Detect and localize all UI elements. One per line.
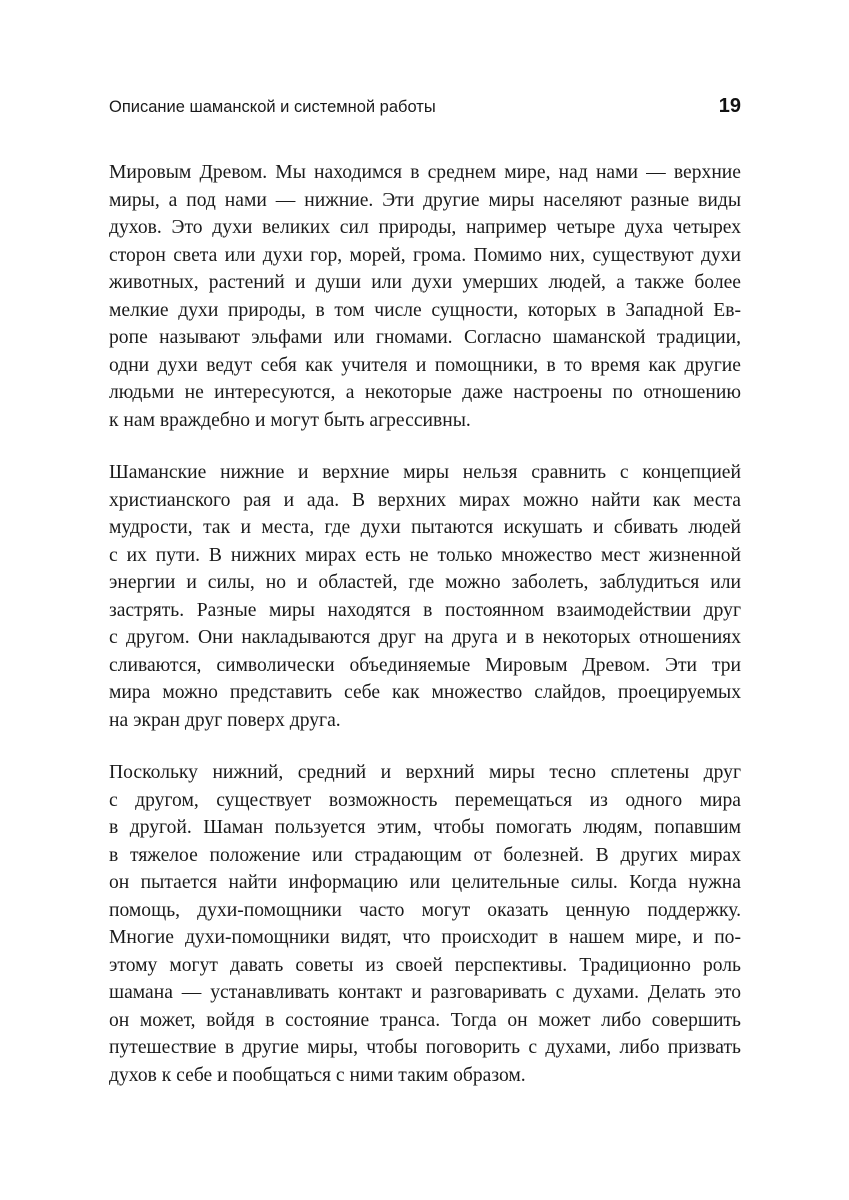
text-line: шамана — устанавливать контакт и разговаривать с духами. Делать это	[109, 982, 741, 1003]
text-line: Поскольку нижний, средний и верхний миры тесно сплетены друг	[109, 762, 741, 783]
text-line: одни духи ведут себя как учителя и помощники, в то время как другие	[109, 354, 741, 376]
text-line: животных, растений и души или духи умерших людей, а также более	[109, 272, 741, 293]
text-line: миры, а под нами — нижние. Эти другие миры населяют разные виды	[109, 189, 741, 211]
text-line: в тяжелое положение или страдающим от болезней. В других мирах	[109, 844, 741, 866]
text-line: Шаманские нижние и верхние миры нельзя сравнить с концепцией	[109, 462, 741, 483]
text-line: христианского рая и ада. В верхних мирах можно найти как места	[109, 489, 741, 511]
text-line: энергии и силы, но и областей, где можно заболеть, заблудиться или	[109, 572, 741, 593]
text-line: сторон света или духи гор, морей, грома. Помимо них, существуют духи	[109, 244, 741, 266]
text-line: мира можно представить себе как множество слайдов, проецируемых	[109, 682, 741, 703]
text-line: на экран друг поверх друга.	[109, 709, 341, 731]
running-title: Описание шаманской и системной работы	[109, 98, 436, 116]
text-line: в другой. Шаман пользуется этим, чтобы помогать людям, попавшим	[109, 817, 741, 838]
paragraph-1	[109, 159, 741, 434]
text-line: духов. Это духи великих сил природы, например четыре духа четырех	[109, 217, 741, 238]
text-line: мелкие духи природы, в том числе сущности, которых в Западной Ев-	[109, 299, 741, 321]
body-text	[109, 159, 741, 1114]
text-line: мудрости, так и места, где духи пытаются искушать и сбивать людей	[109, 517, 741, 538]
text-line: этому могут давать советы из своей перспективы. Традиционно роль	[109, 954, 741, 976]
text-line: застрять. Разные миры находятся в постоянном взаимодействии друг	[109, 599, 741, 621]
text-line: путешествие в другие миры, чтобы поговорить с духами, либо призвать	[109, 1037, 741, 1058]
text-line: сливаются, символически объединяемые Мировым Древом. Эти три	[109, 654, 741, 676]
text-line: людьми не интересуются, а некоторые даже настроены по отношению	[109, 382, 741, 403]
text-line: он может, войдя в состояние транса. Тогда он может либо совершить	[109, 1009, 741, 1031]
text-line: ропе называют эльфами или гномами. Согласно шаманской традиции,	[109, 327, 741, 348]
text-line: с другом. Они накладываются друг на друга и в некоторых отношениях	[109, 627, 741, 648]
paragraph-3	[109, 759, 741, 1089]
text-line: с другом, существует возможность перемещаться из одного мира	[109, 789, 741, 811]
text-line: духов к себе и пообщаться с ними таким образом.	[109, 1064, 526, 1086]
text-line: Мировым Древом. Мы находимся в среднем мире, над нами — верхние	[109, 162, 741, 183]
text-line: помощь, духи-помощники часто могут оказать ценную поддержку.	[109, 899, 741, 921]
text-line: Многие духи-помощники видят, что происходит в нашем мире, и по-	[109, 927, 741, 948]
page-number: 19	[718, 95, 741, 117]
running-header	[109, 96, 741, 118]
text-line: к нам враждебно и могут быть агрессивны.	[109, 409, 471, 431]
text-line: он пытается найти информацию или целительные силы. Когда нужна	[109, 872, 741, 893]
text-line: с их пути. В нижних мирах есть не только множество мест жизненной	[109, 544, 741, 566]
paragraph-2	[109, 459, 741, 734]
